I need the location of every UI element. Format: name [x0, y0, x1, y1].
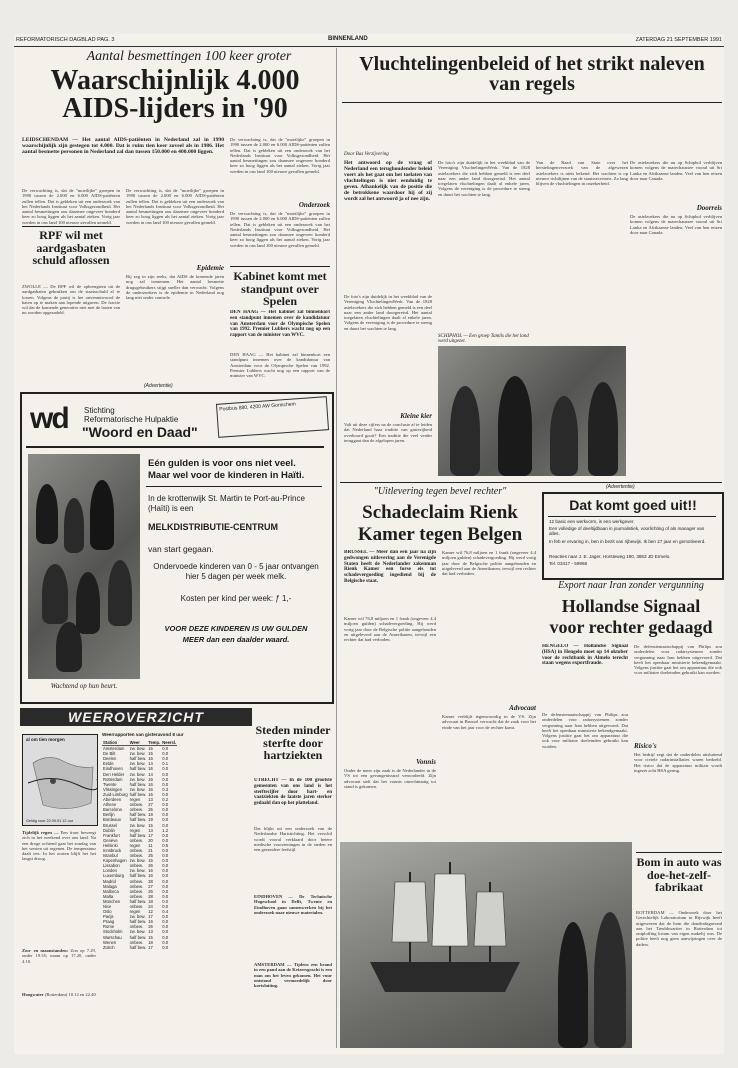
schade-body-4: Kamer verblijft tegenwoordig in de VS. Zijn advocaat in Brussel verwacht dat de zaak voor het einde van het jaar voor de rechter komt. — [442, 714, 536, 730]
weather-cell: Parijs — [103, 914, 114, 920]
weather-cell: 13 — [148, 797, 153, 803]
weather-cell: 0.0 — [162, 924, 169, 930]
aids-dateline: LEIDSCHENDAM — — [22, 137, 78, 143]
weather-row — [102, 777, 177, 782]
weather-body-text: Een front beweegt zich in het weekend over ons land. Na een droge ochtend gaat het zondag van het westen uit regenen. De temperatuur daalt iets. In het oosten blijft het het langst droog. — [22, 830, 96, 862]
weather-tide — [22, 992, 96, 1022]
weather-map-label: al om tien morgen — [26, 737, 65, 742]
weather-cell: 11 — [148, 842, 153, 848]
aids-body-4: De verwachting is, dat de "moeilijke" groepen in 1990 tussen de 2.000 en 6.000 AIDS-patiënten zullen tellen. Dat is gebleken uit een onderzoek van het Nederlands Instituut voor Volksgezondheid. Het aantal besmettingen zou daarmee ongeveer honderd keer zo hoog liggen als het aantal zieken. Vorig jaar werden in ons land 100 nieuwe gevallen gemeld. — [230, 211, 330, 248]
weather-table — [102, 740, 177, 950]
ad2-rule — [548, 516, 716, 517]
vlucht-body-3: Valt uit deze cijfers na de conclusie af te leiden dat Nederland haar traditie van gastvrijheid overboord gooit? Een traditie die veel verder teruggaat dan de afgelopen jaren. — [344, 422, 432, 443]
weather-cell: 14 — [148, 761, 153, 767]
ad1-body4: Kosten per kind per week: ƒ 1,- — [180, 594, 292, 603]
aids-subhead-onderzoek: Onderzoek — [298, 201, 330, 209]
weather-cell: onbew. — [129, 837, 143, 843]
vlucht-body: De foto's zijn duidelijk in het weekblad van de Vereniging VluchtelingenWerk. Van de 1828 asielzoekers die zich hebben gemeld is een deel naar een ander land doorgereisd. Het aantal toegelaten vluchtelingen daalt al enkele jaren. Volgens de vereniging is de procedure te streng en duurt het wachten te lang. — [344, 294, 432, 331]
vlucht-rule — [342, 102, 722, 103]
weather-cell: Madrid — [103, 878, 116, 884]
schade-kicker: "Uitlevering tegen bevel rechter" — [373, 486, 507, 497]
weather-cell: regen — [129, 842, 141, 848]
vlucht-body-4: Van de Raad van State over het herstelingenverzoek van de afgewezen asielzoekers is niets bekend. Het wachten is op nieuwe richtlijnen van de staatssecretaris. Zo lang blijven de vluchtelingen in onzekerheid. — [536, 160, 628, 187]
weather-cell: 19 — [148, 817, 153, 823]
weather-cell: 27 — [148, 802, 153, 808]
weather-cell: Bordeaux — [103, 817, 121, 823]
ad1-slogan1: Eén gulden is voor ons niet veel. — [148, 458, 296, 469]
steden-sub2: AMSTERDAM — Tijdens een brand in een pand aan de Keizersgracht is een man om het leven gekomen. Het vuur ontstond vermoedelijk door kortsluiting. — [254, 962, 332, 989]
weather-cell: 16 — [148, 786, 153, 792]
weather-cell: 27 — [148, 883, 153, 889]
weather-subhead: Tijdelijk regen — — [22, 830, 59, 835]
weather-cell: half bew. — [129, 934, 147, 940]
weather-cell: 0.0 — [162, 847, 169, 853]
weather-cell: onbew. — [129, 853, 143, 859]
weather-cell: 16 — [148, 776, 153, 782]
weather-cell: onbew. — [129, 888, 143, 894]
weather-cell: Mallorca — [103, 888, 119, 894]
weather-cell: 16 — [148, 868, 153, 874]
weather-cell: zw. bew. — [129, 786, 146, 792]
vlucht-headline: Vluchtelingenbeleid of het strikt naleven van regels — [359, 53, 705, 95]
weather-cell: half bew. — [129, 919, 147, 925]
weather-cell: 21 — [148, 847, 153, 853]
ad2-reply: Reacties naar J. E. Jager, Horsteweg 190, 3853 JD Ermelo. — [549, 554, 671, 559]
ad1-stamp: Postbus 880, 4200 AW Gorinchem — [216, 396, 329, 438]
weather-cell: zw. bew. — [129, 929, 146, 935]
steden-lead: UTRECHT — In de 100 grootste gemeenten van ons land is het sterftecijfer door hart- en vaatziekten de laatste jaren sterker gedaald dan op het platteland. — [254, 778, 332, 807]
weather-cell: 0.4 — [162, 909, 169, 915]
schiphol-photo — [438, 346, 626, 476]
weather-cell: 0.0 — [162, 934, 169, 940]
weather-cell: 0.0 — [162, 944, 169, 950]
header-left: REFORMATORISCH DAGBLAD PAG. 3 — [16, 37, 115, 43]
weather-cell: 0.0 — [162, 914, 169, 920]
weather-body — [22, 830, 96, 944]
weather-cell: München — [103, 898, 121, 904]
weather-cell: zw. bew. — [129, 746, 146, 752]
weather-cell: Aberdeen — [103, 797, 122, 803]
weather-cell: Den Helder — [103, 771, 125, 777]
weather-row — [102, 817, 177, 822]
column-divider — [336, 48, 337, 1048]
signaal-kicker: Export naar Iran zonder vergunning — [558, 580, 704, 591]
weather-table-wrap — [102, 740, 250, 1040]
rpf-headline: RPF wil met aardgasbaten schuld aflossen — [32, 228, 110, 268]
ad1-org-line2: Reformatorische Hulpaktie — [84, 415, 179, 424]
kabinet-rule — [230, 266, 330, 267]
weather-cell: half bew. — [129, 944, 147, 950]
weather-cell: 0.0 — [162, 802, 169, 808]
header-section: BINNENLAND — [328, 36, 368, 42]
rpf-rule — [22, 226, 120, 227]
weather-cell: Dublin — [103, 827, 115, 833]
weather-cell: 0.0 — [162, 776, 169, 782]
weather-cell: 12 — [148, 909, 153, 915]
newspaper-page — [14, 34, 724, 1054]
weather-cell: Zuid-Limburg — [103, 791, 128, 797]
weather-cell: onbew. — [129, 924, 143, 930]
weather-cell: zw. bew. — [129, 771, 146, 777]
weather-cell: 0.0 — [162, 771, 169, 777]
header-right: ZATERDAG 21 SEPTEMBER 1991 — [635, 37, 722, 43]
weather-cell: 0.0 — [162, 822, 169, 828]
weather-cell: zw. bew. — [129, 822, 146, 828]
kabinet-lead: DEN HAAG — Het kabinet zal binnenkort een standpunt innemen over de kandidatuur van Amsterdam voor de Olympische Spelen van 1992. Premier Lubbers wacht nog op een rapport van de minister van WVC. — [230, 310, 330, 339]
weather-cell: Athene — [103, 802, 117, 808]
weather-cell: 24 — [148, 904, 153, 909]
signaal-body-3: Het bedrijf zegt dat de onderdelen uitsluitend voor civiele radarinstallaties waren bedoeld. Het risico dat de apparatuur militair wordt ingezet acht HSA gering. — [634, 752, 722, 773]
ad1-rule — [26, 446, 324, 448]
weather-col-header: Station — [102, 740, 129, 746]
ship-model-svg — [340, 842, 632, 1048]
weather-cell: Frankfurt — [103, 832, 120, 838]
weather-cell: Praag — [103, 919, 115, 925]
weather-cell: 18 — [148, 812, 153, 818]
weather-cell: zw. bew. — [129, 776, 146, 782]
weather-cell: onbew. — [129, 847, 143, 853]
weather-cell: onbew. — [129, 939, 143, 945]
signaal-body: De defensiemaatschappij van Philips zou onderdelen voor radarsystemen zonder vergunning naar Iran hebben uitgevoerd. Dat heeft het openbaar ministerie bekendgemaakt. Volgens justitie gaat het om apparatuur die ook voor militaire doeleinden gebruikt kan worden. — [542, 712, 628, 749]
weather-cell: zw. bew. — [129, 858, 146, 864]
weather-cell: 26 — [148, 863, 153, 869]
weather-cell: half bew. — [129, 817, 147, 823]
schade-headline: Schadeclaim Rienk Kamer tegen Belgen — [357, 502, 523, 545]
weather-cell: 13 — [148, 827, 153, 833]
signaal-body-2: De defensiemaatschappij van Philips zou onderdelen voor radarsystemen zonder vergunning naar Iran hebben uitgevoerd. Dat heeft het openbaar ministerie bekendgemaakt. Volgens justitie gaat het om apparatuur die ook voor militaire doeleinden gebruikt kan worden. — [634, 644, 722, 676]
weather-cell: zw. bew. — [129, 914, 146, 920]
vlucht-body-2: De foto's zijn duidelijk in het weekblad van de Vereniging VluchtelingenWerk. Van de 1828 asielzoekers die zich hebben gemeld is een deel naar een ander land doorgereisd. Het aantal toegelaten vluchtelingen daalt al enkele jaren. Volgens de vereniging is de procedure te streng en duurt het wachten te lang. — [438, 160, 530, 197]
weather-cell: 0.0 — [162, 939, 169, 945]
weather-cell: 18 — [148, 898, 153, 904]
weather-cell: Lissabon — [103, 863, 120, 869]
weather-cell: Deelen — [103, 756, 117, 762]
weather-cell: Malta — [103, 893, 114, 899]
weather-row — [102, 879, 177, 884]
epidemie-body: Bij zeg in zijn reeks, dat AIDS de komende jaren nog zal toenemen. Het aantal besmette drugsgebruikers stijgt sneller dan verwacht. Volgens de onderzoekers is de epidemie in Nederland nog lang niet onder controle. — [126, 274, 224, 301]
ad1-call2: MEER dan een daalder waard. — [182, 635, 290, 644]
ad2-headline: Dat komt goed uit!! — [569, 497, 697, 513]
weather-row — [102, 766, 177, 771]
bom-body: ROTTERDAM — Onderzoek door het Gerechtelijk Laboratorium in Rijswijk heeft uitgewezen dat de bom die donderdagavond aan het Treubkwartier in Rotterdam tot ontploffing kwam van eigen makelij was. De politie heeft nog geen aanwijzingen over de daders. — [636, 910, 722, 947]
ad-woord-en-daad — [20, 392, 334, 704]
weather-cell: 13 — [148, 929, 153, 935]
aids-headline: Waarschijnlijk 4.000 AIDS-lijders in '90 — [50, 65, 300, 124]
weather-cell: Genève — [103, 837, 118, 843]
weather-map — [22, 734, 98, 826]
vlucht-subhead-kier: Kleine kier — [400, 412, 432, 420]
aids-lead — [22, 137, 224, 185]
weather-cell: half bew. — [129, 898, 147, 904]
wd-logo: wd — [30, 402, 68, 435]
signaal-headline: Hollandse Signaal voor rechter gedaagd — [549, 596, 713, 637]
weather-cell: 0.0 — [162, 929, 169, 935]
aids-body-2: De verwachting is, dat de "moeilijke" groepen in 1990 tussen de 2.000 en 6.000 AIDS-patiënten zullen tellen. Dat is gebleken uit een onderzoek van het Nederlands Instituut voor Volksgezondheid. Het aantal besmettingen zou daarmee ongeveer honderd keer zo hoog liggen als het aantal zieken. Vorig jaar werden in ons land 100 nieuwe gevallen gemeld. — [126, 188, 224, 225]
weather-cell: onbew. — [129, 878, 143, 884]
weather-cell: 0.0 — [162, 888, 169, 894]
vlucht-byline: Door Bas Verzijvering — [344, 152, 389, 157]
schade-subhead-advocaat: Advocaat — [509, 704, 536, 712]
weather-cell: Rome — [103, 924, 115, 930]
weather-cell: 0.0 — [162, 883, 169, 889]
weather-cell: 0.0 — [162, 873, 169, 879]
vlucht-lead: Het antwoord op de vraag of Nederland een terughoudender beleid voert als het gaat om het toelaten van vluchtelingen is niet eenduidig te geven. Afhankelijk van de positie die de betrokkene waardoor hij of zij wordt zal het antwoord ja of nee zijn. — [344, 160, 432, 202]
signaal-lead: HENGELO — Hollandse Signaal (HSA) in Hengelo moet op 14 oktober voor de rechtbank in Almelo terecht staan wegens exportfraude. — [542, 644, 628, 667]
weather-cell: 0.2 — [162, 797, 169, 803]
weather-cell: half bew. — [129, 766, 147, 772]
weather-cell: 0.0 — [162, 832, 169, 838]
weather-cell: 15 — [148, 934, 153, 940]
weather-cell: 0.0 — [162, 904, 169, 909]
weather-sun-label: Zon- en maanstanden: — [22, 948, 69, 953]
weather-cell: Londen — [103, 868, 117, 874]
weather-cell: 18 — [148, 939, 153, 945]
weather-cell: 0.0 — [162, 878, 169, 884]
steden-sub1: EINDHOVEN — De Technische Hogeschool in Delft, Twente en Eindhoven gaan samenwerken bij het onderzoek naar nieuwe materialen. — [254, 894, 332, 915]
weather-cell: 25 — [148, 853, 153, 859]
weather-cell: Eelde — [103, 761, 114, 767]
weather-cell: half bew. — [129, 812, 147, 818]
weather-cell: 16 — [148, 791, 153, 797]
schade-lead: BRUSSEL — Meer dan een jaar na zijn gedwongen uitlevering aan de Verenigde Staten heeft de Nederlander zakenman Rienk Kamer een forse eis tot schadevergoeding ingediend bij de Belgische staat. — [344, 550, 436, 584]
ship-model-photo — [340, 842, 632, 1048]
ad2-line1: 12 basic een werkvorm, is een werkgever. — [549, 519, 635, 524]
weather-cell: 0.1 — [162, 761, 169, 767]
weather-cell: 16 — [148, 873, 153, 879]
weather-cell: 16 — [148, 756, 153, 762]
weather-cell: 0.0 — [162, 781, 169, 787]
weather-cell: Vlissingen — [103, 786, 123, 792]
weather-cell: Eindhoven — [103, 766, 123, 772]
ad2-line3: In feb er ervaring in, ben in bezit van rijbewijs. Ik ben 27 jaar en gemotiveerd. — [549, 539, 706, 544]
ad1-call1: VOOR DEZE KINDEREN IS UW GULDEN — [164, 624, 308, 633]
aids-body: De verwachting is, dat de "moeilijke" groepen in 1990 tussen de 2.000 en 6.000 AIDS-patiënten zullen tellen. Dat is gebleken uit een onderzoek van het Nederlands Instituut voor Volksgezondheid. Het aantal besmettingen zou daarmee ongeveer honderd keer zo hoog liggen als het aantal zieken. Vorig jaar werden in ons land 100 nieuwe gevallen gemeld. — [22, 188, 120, 224]
weather-cell: Stockholm — [103, 929, 123, 935]
weather-cell: onbew. — [129, 863, 143, 869]
rpf-body: ZWOLLE — De RPF wil de opbrengsten uit de aardgasbaten gebruiken om de staatsschuld af te lossen. Volgens de partij is het onverantwoord de baten op te maken aan lopende uitgaven. De fractie wil dat de komende generaties niet met de lasten van nu worden opgezadeld. — [22, 284, 120, 316]
weather-cell: 15 — [148, 751, 153, 757]
weather-cell: Innsbruck — [103, 847, 122, 853]
schade-rule — [340, 482, 722, 483]
ad2-label: (Advertentie) — [606, 484, 635, 490]
ad1-body2: van start gegaan. — [148, 544, 214, 554]
schade-body-3: Kamer wil 76,8 miljoen en 1 frank (ongeveer 4,4 miljoen gulden) schadevergoeding. Hij werd vorig jaar door de Belgische politie aangehouden en uitgeleverd aan de Amerikanen, terwijl een rechter dat had verboden. — [442, 550, 536, 577]
ad1-org-line1: Stichting — [84, 406, 115, 415]
weather-row — [102, 828, 177, 833]
weather-cell: zw. bew. — [129, 761, 146, 767]
weather-cell: 0.3 — [162, 786, 169, 792]
weather-cell: 26 — [148, 924, 153, 930]
signaal-subhead-risico: Risico's — [634, 742, 657, 750]
epidemie-subhead: Epidemie — [196, 264, 224, 272]
vlucht-photo-caption: SCHIPHOL — Een groep Tamils die het land werd uitgezet. — [438, 334, 529, 344]
aids-body-3: De verwachting is, dat de "moeilijke" groepen in 1990 tussen de 2.000 en 6.000 AIDS-patiënten zullen tellen. Dat is gebleken uit een onderzoek van het Nederlands Instituut voor Volksgezondheid. Het aantal besmettingen zou daarmee ongeveer honderd keer zo hoog liggen als het aantal zieken. Vorig jaar werden in ons land 100 nieuwe gevallen gemeld. — [230, 137, 330, 174]
weather-map-svg — [23, 743, 97, 823]
weather-row — [102, 873, 177, 878]
weather-col-header: Weer — [129, 740, 148, 746]
weather-cell: 0.0 — [162, 853, 169, 859]
weather-cell: De Bilt — [103, 751, 116, 757]
weather-cell: 15 — [148, 858, 153, 864]
weather-cell: 17 — [148, 914, 153, 920]
weather-sun-text: Zon op 7.29, onder 19.35; maan op 17.20, onder 4.10. — [22, 948, 96, 964]
kabinet-headline: Kabinet komt met standpunt over Spelen — [233, 269, 327, 309]
ad1-label: (Advertentie) — [144, 383, 173, 389]
weather-cell: Istanbul — [103, 853, 118, 859]
weather-cell: 1.2 — [162, 827, 169, 833]
weather-cell: Malaga — [103, 883, 117, 889]
vlucht-subhead-doorreis: Doorreis — [696, 204, 722, 212]
weather-cell: onbew. — [129, 802, 143, 808]
weather-row — [102, 940, 177, 945]
weather-tide-label: Hoogwater — [22, 992, 44, 997]
weather-cell: 0.0 — [162, 898, 169, 904]
weather-cell: half bew. — [129, 873, 147, 879]
weather-cell: half bew. — [129, 832, 147, 838]
weather-cell: 16 — [148, 919, 153, 925]
weather-col-header: Neersl. — [162, 740, 177, 745]
ad1-project: MELKDISTRIBUTIE-CENTRUM — [148, 522, 278, 532]
weather-cell: 28 — [148, 893, 153, 899]
weather-row — [102, 945, 177, 950]
weather-cell: half bew. — [129, 756, 147, 762]
weather-banner: WEEROVERZICHT — [20, 708, 252, 726]
aids-lead-text: Het aantal AIDS-patiënten in Nederland zal in 1990 waarschijnlijk zijn gestegen tot 4.000. Dat is ruim tien keer zoveel als in 1986. Het aantal besmette personen in Nederland zal dan tussen 150.000 en 400.000 liggen. — [22, 137, 224, 156]
weather-row — [102, 823, 177, 828]
weather-cell: 0.0 — [162, 812, 169, 818]
weather-cell: Barcelona — [103, 807, 122, 813]
steden-body: Dat blijkt uit een onderzoek van de Nederlandse Hartstichting. Het verschil wordt vooral verklaard door betere medische voorzieningen in de steden en een gezondere leefstijl. — [254, 826, 332, 853]
bom-headline: Bom in auto was doe-het-zelf-fabrikaat — [636, 855, 722, 895]
weather-cell: half bew. — [129, 781, 147, 787]
weather-cell: 15 — [148, 746, 153, 752]
weather-cell: zw. bew. — [129, 751, 146, 757]
weather-cell: 20 — [148, 837, 153, 843]
steden-headline: Steden minder sterfte door hartziekten — [255, 723, 331, 763]
weather-col-header: Temp. — [148, 740, 161, 745]
ad1-body1: In de krottenwijk St. Martin te Port-au-Prince (Haïti) is een — [148, 494, 305, 513]
weather-cell: Wenen — [103, 939, 117, 945]
weather-cell: Rotterdam — [103, 776, 123, 782]
weather-cell: 0.0 — [162, 756, 169, 762]
weather-tide-text: (Rotterdam) 10.12 en 22.40 — [44, 992, 96, 997]
ad1-body3: Ondervoede kinderen van 0 - 5 jaar ontvangen hier 5 dagen per week melk. — [153, 562, 319, 581]
weather-cell: 17 — [148, 944, 153, 950]
schade-body-2: Onder de meer zijn zaak is de Nederlander in de VS tot een gevangenisstraf veroordeeld. Zijn advocaat stelt dat het vonnis onrechtmatig tot stand is gekomen. — [344, 768, 436, 789]
weather-row — [102, 935, 177, 940]
weather-map-footer: Geldig voor 22.09.91 12 uur — [26, 819, 74, 823]
vlucht-body-5: De asielzoekers die nu op Schiphol verblijven komen volgens de marechaussee vooral uit Sri Lanka en Afrikaanse landen. Veel van hen reizen door naar Canada. — [630, 160, 722, 181]
vlucht-body-6: De asielzoekers die nu op Schiphol verblijven komen volgens de marechaussee vooral uit Sri Lanka en Afrikaanse landen. Veel van hen reizen door naar Canada. — [630, 214, 722, 235]
weather-cell: 0.0 — [162, 746, 169, 752]
weather-cell: 0.0 — [162, 751, 169, 757]
weather-cell: Brussel — [103, 822, 117, 828]
page-header — [14, 34, 724, 47]
ad1-caption: Wachtend op hun beurt. — [50, 682, 118, 690]
weather-cell: 15 — [148, 822, 153, 828]
weather-cell: half bew. — [129, 791, 147, 797]
ad1-slogan2: Maar wel voor de kinderen in Haïti. — [148, 470, 305, 481]
schade-subhead-vonnis: Vonnis — [416, 758, 436, 766]
weather-cell: 0.0 — [162, 868, 169, 874]
weather-cell: Oslo — [103, 909, 112, 915]
ad-dat-komt-goed-uit — [542, 492, 724, 580]
weather-cell: 0.0 — [162, 766, 169, 772]
weather-cell: 16 — [148, 766, 153, 772]
weather-cell: onbew. — [129, 807, 143, 813]
weather-cell: Kopenhagen — [103, 858, 127, 864]
weather-cell: 0.0 — [162, 807, 169, 813]
weather-table-title: Weerrapporten van gisteravond 8 uur — [102, 732, 184, 737]
weather-sun — [22, 948, 96, 988]
weather-cell: Zürich — [103, 944, 115, 950]
weather-cell: 0.0 — [162, 817, 169, 823]
weather-cell: 16 — [148, 781, 153, 787]
weather-cell: 0.0 — [162, 837, 169, 843]
weather-cell: Warschau — [103, 934, 122, 940]
weather-cell: 0.0 — [162, 863, 169, 869]
weather-cell: 26 — [148, 888, 153, 894]
bom-rule — [636, 852, 722, 853]
weather-row — [102, 929, 177, 934]
ad2-line2: Een volledige of deeltijdbaan in journalistiek, voorlichting of als manager van alles. — [549, 526, 705, 537]
weather-cell: regen — [129, 909, 141, 915]
ad1-org-name: "Woord en Daad" — [82, 424, 198, 440]
weather-cell: 0.0 — [162, 919, 169, 925]
weather-cell: regen — [129, 827, 141, 833]
schade-body: Kamer wil 76,8 miljoen en 1 frank (ongeveer 4,4 miljoen gulden) schadevergoeding. Hij werd vorig jaar door de Belgische politie aangehouden en uitgeleverd aan de Amerikanen, terwijl een rechter dat had verboden. — [344, 616, 436, 643]
ad2-tel: Tel. 03417 - 59968 — [549, 561, 588, 566]
kabinet-body: DEN HAAG — Het kabinet zal binnenkort een standpunt innemen over de kandidatuur van Amsterdam voor de Olympische Spelen van 1992. Premier Lubbers wacht nog op een rapport van de minister van WVC. — [230, 352, 330, 379]
weather-cell: onbew. — [129, 893, 143, 899]
weather-cell: 0.0 — [162, 858, 169, 864]
weather-cell: Luxemburg — [103, 873, 124, 879]
weather-cell: regen — [129, 797, 141, 803]
weather-cell: 28 — [148, 878, 153, 884]
weather-cell: 0.5 — [162, 842, 169, 848]
weather-cell: 0.0 — [162, 791, 169, 797]
weather-cell: 25 — [148, 807, 153, 813]
weather-row — [102, 772, 177, 777]
weather-cell: onbew. — [129, 904, 143, 909]
weather-cell: Nice — [103, 904, 112, 909]
weather-cell: 14 — [148, 771, 153, 777]
weather-row — [102, 884, 177, 889]
weather-cell: zw. bew. — [129, 868, 146, 874]
weather-cell: onbew. — [129, 883, 143, 889]
children-photo — [28, 454, 140, 679]
weather-cell: Amsterdam — [103, 746, 125, 752]
weather-cell: 0.0 — [162, 893, 169, 899]
weather-cell: Twente — [103, 781, 117, 787]
weather-cell: Helsinki — [103, 842, 118, 848]
weather-cell: Berlijn — [103, 812, 115, 818]
aids-kicker: Aantal besmettingen 100 keer groter — [86, 49, 292, 64]
ad1-rule2 — [146, 486, 322, 487]
weather-cell: 17 — [148, 832, 153, 838]
